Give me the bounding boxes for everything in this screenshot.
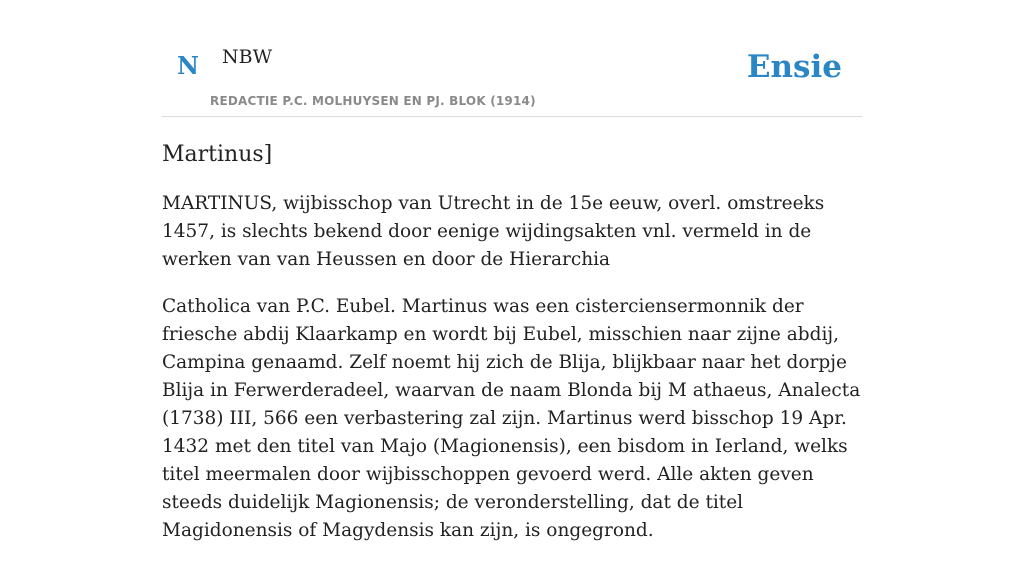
brand-logo-link[interactable]: Ensie [746, 49, 842, 85]
source-name[interactable]: NBW [222, 46, 273, 68]
article [162, 138, 862, 564]
source-logo[interactable]: N [177, 51, 199, 80]
article-title: Martinus] [162, 142, 273, 167]
article-paragraph: MARTINUS, wijbisschop van Utrecht in de 15e eeuw, overl. omstreeks 1457, is slechts bekend door eenige wijdingsakten vnl. vermeld in de werken van van Heussen en door de Hierarchia [162, 193, 825, 270]
site-header [162, 0, 862, 117]
source-subtitle: REDACTIE P.C. MOLHUYSEN EN PJ. BLOK (1914) [210, 94, 536, 108]
article-paragraph: Catholica van P.C. Eubel. Martinus was een cisterciensermonnik der friesche abdij Klaarkamp en wordt bij Eubel, misschien naar zijne abdij, Campina genaamd. Zelf noemt hij zich de Blija, blijkbaar naar het dorpje Blija in Ferwerderadeel, waarvan de naam Blonda bij M athaeus, Analecta (1738) III, 566 een verbastering zal zijn. Martinus werd bisschop 19 Apr. 1432 met den titel van Majo (Magionensis), een bisdom in Ierland, welks titel meermalen door wijbisschoppen gevoerd werd. Alle akten geven steeds duidelijk Magionensis; de veronderstelling, dat de titel Magidonensis of Magydensis kan zijn, is ongegrond. [162, 296, 861, 541]
